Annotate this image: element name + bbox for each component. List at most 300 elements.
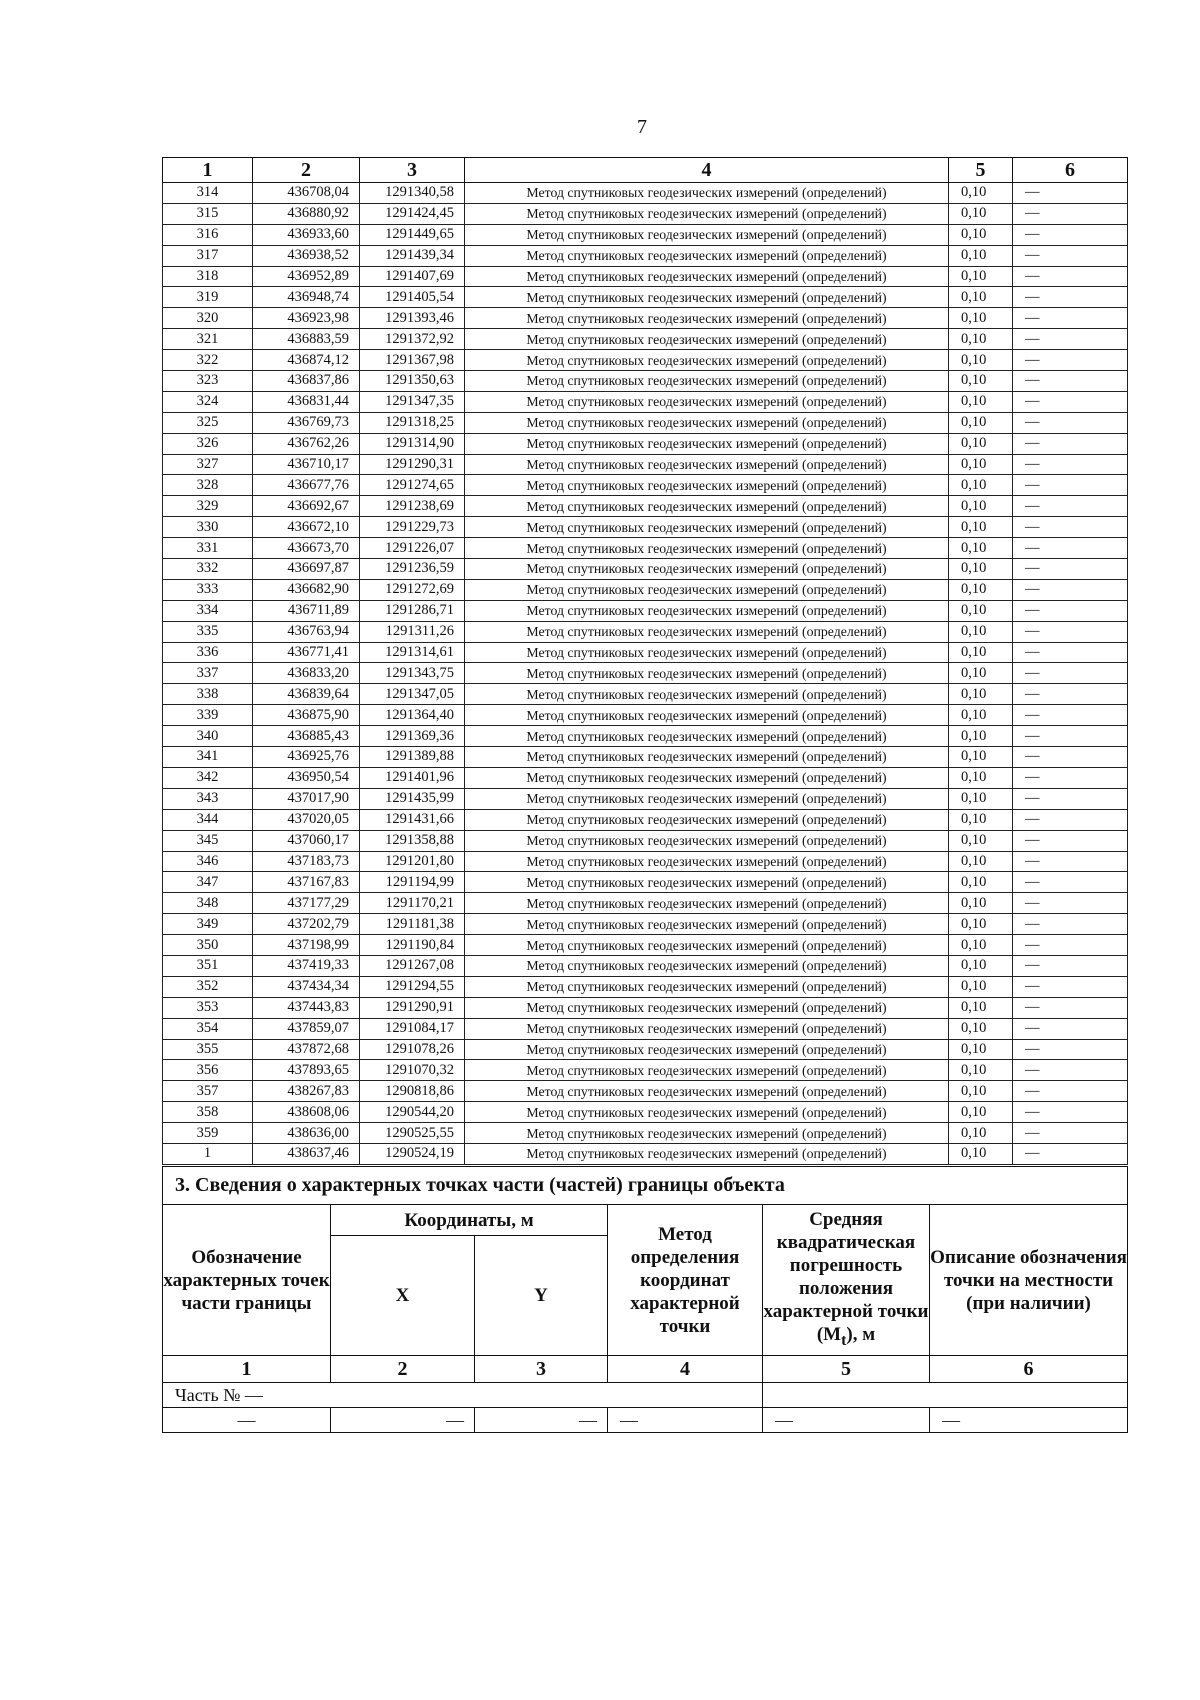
description-cell: — xyxy=(1013,475,1128,496)
accuracy-cell: 0,10 xyxy=(949,997,1013,1018)
coord-y-cell: 1291311,26 xyxy=(360,621,465,642)
method-cell: Метод спутниковых геодезических измерений (определений) xyxy=(465,1018,949,1039)
method-cell: Метод спутниковых геодезических измерений (определений) xyxy=(465,663,949,684)
accuracy-cell: 0,10 xyxy=(949,935,1013,956)
table-row xyxy=(163,1143,1128,1164)
accuracy-cell: 0,10 xyxy=(949,183,1013,204)
coord-y-cell: 1291340,58 xyxy=(360,183,465,204)
coord-x-cell: 437017,90 xyxy=(253,788,360,809)
points-table xyxy=(162,157,1128,1165)
coord-x-cell: 436875,90 xyxy=(253,705,360,726)
coord-x-cell: 436938,52 xyxy=(253,245,360,266)
accuracy-cell: 0,10 xyxy=(949,308,1013,329)
point-number-cell: 322 xyxy=(163,350,253,371)
coord-x-cell: 438608,06 xyxy=(253,1102,360,1123)
table-row xyxy=(163,726,1128,747)
coord-x-cell: 437434,34 xyxy=(253,976,360,997)
table-row xyxy=(163,538,1128,559)
table-row xyxy=(163,976,1128,997)
method-cell: Метод спутниковых геодезических измерений (определений) xyxy=(465,287,949,308)
method-cell: Метод спутниковых геодезических измерений (определений) xyxy=(465,788,949,809)
accuracy-cell: 0,10 xyxy=(949,600,1013,621)
table-row xyxy=(163,203,1128,224)
col-header-4: 4 xyxy=(465,158,949,183)
description-cell: — xyxy=(1013,433,1128,454)
point-number-cell: 325 xyxy=(163,412,253,433)
coord-y-cell: 1291236,59 xyxy=(360,559,465,580)
table-row xyxy=(163,830,1128,851)
accuracy-cell: 0,10 xyxy=(949,1123,1013,1144)
method-cell: Метод спутниковых геодезических измерений (определений) xyxy=(465,350,949,371)
description-cell: — xyxy=(1013,914,1128,935)
method-cell: Метод спутниковых геодезических измерений (определений) xyxy=(465,538,949,559)
coord-x-cell: 437177,29 xyxy=(253,893,360,914)
coord-x-cell: 436885,43 xyxy=(253,726,360,747)
description-cell: — xyxy=(1013,412,1128,433)
method-cell: Метод спутниковых геодезических измерений (определений) xyxy=(465,851,949,872)
coord-y-cell: 1291070,32 xyxy=(360,1060,465,1081)
description-cell: — xyxy=(1013,955,1128,976)
col-header-2: 2 xyxy=(253,158,360,183)
coord-x-cell: 436692,67 xyxy=(253,496,360,517)
point-number-cell: 351 xyxy=(163,955,253,976)
description-cell: — xyxy=(1013,705,1128,726)
description-cell: — xyxy=(1013,308,1128,329)
coord-x-cell: 436697,87 xyxy=(253,559,360,580)
table-row xyxy=(163,517,1128,538)
table-row xyxy=(163,684,1128,705)
col-header-1: 1 xyxy=(163,158,253,183)
table-row xyxy=(163,350,1128,371)
coord-x-cell: 436762,26 xyxy=(253,433,360,454)
accuracy-cell: 0,10 xyxy=(949,475,1013,496)
coord-y-cell: 1291294,55 xyxy=(360,976,465,997)
accuracy-cell: 0,10 xyxy=(949,454,1013,475)
method-cell: Метод спутниковых геодезических измерений (определений) xyxy=(465,955,949,976)
accuracy-cell: 0,10 xyxy=(949,287,1013,308)
method-cell: Метод спутниковых геодезических измерений (определений) xyxy=(465,1102,949,1123)
coord-x-cell: 436874,12 xyxy=(253,350,360,371)
coord-y-cell: 1291194,99 xyxy=(360,872,465,893)
coord-y-cell: 1291350,63 xyxy=(360,371,465,392)
table-row xyxy=(163,642,1128,663)
accuracy-cell: 0,10 xyxy=(949,663,1013,684)
coord-y-cell: 1291238,69 xyxy=(360,496,465,517)
accuracy-cell: 0,10 xyxy=(949,1039,1013,1060)
point-number-cell: 326 xyxy=(163,433,253,454)
method-cell: Метод спутниковых геодезических измерений (определений) xyxy=(465,371,949,392)
table-row xyxy=(163,705,1128,726)
coord-x-cell: 437020,05 xyxy=(253,809,360,830)
description-cell: — xyxy=(1013,454,1128,475)
coord-y-cell: 1291078,26 xyxy=(360,1039,465,1060)
point-number-cell: 317 xyxy=(163,245,253,266)
accuracy-cell: 0,10 xyxy=(949,224,1013,245)
coord-x-cell: 437198,99 xyxy=(253,935,360,956)
section3-num-5: 5 xyxy=(763,1356,930,1383)
section3-cell-3: — xyxy=(475,1408,608,1433)
coord-x-cell: 436952,89 xyxy=(253,266,360,287)
point-number-cell: 336 xyxy=(163,642,253,663)
coord-x-cell: 436933,60 xyxy=(253,224,360,245)
accuracy-header xyxy=(763,1205,930,1356)
coord-x-cell: 438636,00 xyxy=(253,1123,360,1144)
table-row xyxy=(163,1081,1128,1102)
accuracy-cell: 0,10 xyxy=(949,1018,1013,1039)
description-cell: — xyxy=(1013,350,1128,371)
section3-cell-6: — xyxy=(930,1408,1128,1433)
method-cell: Метод спутниковых геодезических измерений (определений) xyxy=(465,203,949,224)
point-number-cell: 331 xyxy=(163,538,253,559)
description-cell: — xyxy=(1013,976,1128,997)
coord-y-cell: 1291393,46 xyxy=(360,308,465,329)
method-cell: Метод спутниковых геодезических измерений (определений) xyxy=(465,517,949,538)
coord-y-cell: 1291267,08 xyxy=(360,955,465,976)
method-cell: Метод спутниковых геодезических измерений (определений) xyxy=(465,600,949,621)
table-row xyxy=(163,851,1128,872)
accuracy-cell: 0,10 xyxy=(949,412,1013,433)
coord-x-cell: 436837,86 xyxy=(253,371,360,392)
coord-x-cell: 437859,07 xyxy=(253,1018,360,1039)
accuracy-cell: 0,10 xyxy=(949,1060,1013,1081)
description-cell: — xyxy=(1013,642,1128,663)
accuracy-cell: 0,10 xyxy=(949,872,1013,893)
description-cell: — xyxy=(1013,997,1128,1018)
accuracy-cell: 0,10 xyxy=(949,371,1013,392)
point-number-cell: 316 xyxy=(163,224,253,245)
accuracy-cell: 0,10 xyxy=(949,893,1013,914)
method-cell: Метод спутниковых геодезических измерений (определений) xyxy=(465,1123,949,1144)
table-row xyxy=(163,914,1128,935)
point-number-cell: 329 xyxy=(163,496,253,517)
section3-table xyxy=(162,1166,1128,1433)
description-cell: — xyxy=(1013,600,1128,621)
accuracy-cell: 0,10 xyxy=(949,538,1013,559)
point-number-cell: 352 xyxy=(163,976,253,997)
method-cell: Метод спутниковых геодезических измерений (определений) xyxy=(465,872,949,893)
coord-x-cell: 436923,98 xyxy=(253,308,360,329)
coord-y-cell: 1291226,07 xyxy=(360,538,465,559)
table-row xyxy=(163,183,1128,204)
point-number-cell: 353 xyxy=(163,997,253,1018)
y-header: Y xyxy=(475,1236,608,1356)
point-number-cell: 343 xyxy=(163,788,253,809)
accuracy-cell: 0,10 xyxy=(949,830,1013,851)
point-number-cell: 341 xyxy=(163,747,253,768)
method-cell: Метод спутниковых геодезических измерений (определений) xyxy=(465,1060,949,1081)
coord-x-cell: 436711,89 xyxy=(253,600,360,621)
accuracy-cell: 0,10 xyxy=(949,350,1013,371)
part-row xyxy=(163,1383,1128,1408)
coord-x-cell: 436831,44 xyxy=(253,391,360,412)
method-cell: Метод спутниковых геодезических измерений (определений) xyxy=(465,1039,949,1060)
coord-x-cell: 436839,64 xyxy=(253,684,360,705)
coord-x-cell: 437060,17 xyxy=(253,830,360,851)
table-row xyxy=(163,600,1128,621)
x-header: X xyxy=(331,1236,475,1356)
coord-x-cell: 437893,65 xyxy=(253,1060,360,1081)
col-header-3: 3 xyxy=(360,158,465,183)
method-cell: Метод спутниковых геодезических измерений (определений) xyxy=(465,266,949,287)
accuracy-cell: 0,10 xyxy=(949,955,1013,976)
coord-y-cell: 1291084,17 xyxy=(360,1018,465,1039)
coord-y-cell: 1290524,19 xyxy=(360,1143,465,1164)
accuracy-cell: 0,10 xyxy=(949,559,1013,580)
point-number-cell: 358 xyxy=(163,1102,253,1123)
accuracy-cell: 0,10 xyxy=(949,976,1013,997)
table-row xyxy=(163,893,1128,914)
method-cell: Метод спутниковых геодезических измерений (определений) xyxy=(465,747,949,768)
accuracy-cell: 0,10 xyxy=(949,851,1013,872)
method-cell: Метод спутниковых геодезических измерений (определений) xyxy=(465,1143,949,1164)
description-cell: — xyxy=(1013,287,1128,308)
coord-y-cell: 1291318,25 xyxy=(360,412,465,433)
table-row xyxy=(163,1102,1128,1123)
method-cell: Метод спутниковых геодезических измерений (определений) xyxy=(465,726,949,747)
coord-y-cell: 1290525,55 xyxy=(360,1123,465,1144)
description-cell: — xyxy=(1013,1102,1128,1123)
method-cell: Метод спутниковых геодезических измерений (определений) xyxy=(465,642,949,663)
section3-num-6: 6 xyxy=(930,1356,1128,1383)
coord-x-cell: 436948,74 xyxy=(253,287,360,308)
point-number-cell: 335 xyxy=(163,621,253,642)
method-cell: Метод спутниковых геодезических измерений (определений) xyxy=(465,893,949,914)
table-row xyxy=(163,266,1128,287)
coord-x-cell: 436950,54 xyxy=(253,767,360,788)
point-number-cell: 349 xyxy=(163,914,253,935)
section3-num-2: 2 xyxy=(331,1356,475,1383)
point-number-cell: 357 xyxy=(163,1081,253,1102)
coord-y-cell: 1291274,65 xyxy=(360,475,465,496)
coord-x-cell: 436710,17 xyxy=(253,454,360,475)
description-cell: — xyxy=(1013,872,1128,893)
accuracy-header-unit: ), м xyxy=(846,1324,876,1346)
description-cell: — xyxy=(1013,391,1128,412)
coord-y-cell: 1291372,92 xyxy=(360,329,465,350)
point-number-cell: 350 xyxy=(163,935,253,956)
method-cell: Метод спутниковых геодезических измерений (определений) xyxy=(465,705,949,726)
table-row xyxy=(163,809,1128,830)
coord-y-cell: 1291405,54 xyxy=(360,287,465,308)
accuracy-cell: 0,10 xyxy=(949,517,1013,538)
description-cell: — xyxy=(1013,371,1128,392)
table-row xyxy=(163,329,1128,350)
coord-y-cell: 1291286,71 xyxy=(360,600,465,621)
point-number-cell: 354 xyxy=(163,1018,253,1039)
point-number-cell: 318 xyxy=(163,266,253,287)
point-number-cell: 356 xyxy=(163,1060,253,1081)
description-cell: — xyxy=(1013,1018,1128,1039)
coord-y-cell: 1291347,35 xyxy=(360,391,465,412)
section3-num-1: 1 xyxy=(163,1356,331,1383)
section3-cell-2: — xyxy=(331,1408,475,1433)
coord-x-cell: 436673,70 xyxy=(253,538,360,559)
method-cell: Метод спутниковых геодезических измерений (определений) xyxy=(465,183,949,204)
coord-x-cell: 436769,73 xyxy=(253,412,360,433)
accuracy-cell: 0,10 xyxy=(949,203,1013,224)
table-row xyxy=(163,663,1128,684)
description-cell: — xyxy=(1013,935,1128,956)
accuracy-header-subscript: t xyxy=(841,1331,847,1349)
page-number: 7 xyxy=(637,116,647,138)
accuracy-cell: 0,10 xyxy=(949,642,1013,663)
method-cell: Метод спутниковых геодезических измерений (определений) xyxy=(465,1081,949,1102)
description-cell: — xyxy=(1013,266,1128,287)
coord-x-cell: 436672,10 xyxy=(253,517,360,538)
description-cell: — xyxy=(1013,663,1128,684)
coord-y-cell: 1291364,40 xyxy=(360,705,465,726)
points-table-body xyxy=(163,183,1128,1165)
section3-num-4: 4 xyxy=(608,1356,763,1383)
section3-cell-4: — xyxy=(608,1408,763,1433)
section3-num-3: 3 xyxy=(475,1356,608,1383)
accuracy-cell: 0,10 xyxy=(949,391,1013,412)
part-row-empty xyxy=(763,1383,1128,1408)
point-number-cell: 339 xyxy=(163,705,253,726)
coord-x-cell: 437183,73 xyxy=(253,851,360,872)
description-cell: — xyxy=(1013,851,1128,872)
table-row xyxy=(163,391,1128,412)
coord-x-cell: 436763,94 xyxy=(253,621,360,642)
coord-y-cell: 1291435,99 xyxy=(360,788,465,809)
table-row xyxy=(163,475,1128,496)
table-row xyxy=(163,1039,1128,1060)
method-cell: Метод спутниковых геодезических измерений (определений) xyxy=(465,245,949,266)
table-row xyxy=(163,1060,1128,1081)
part-label: Часть № — xyxy=(163,1383,763,1408)
coord-x-cell: 436771,41 xyxy=(253,642,360,663)
method-cell: Метод спутниковых геодезических измерений (определений) xyxy=(465,475,949,496)
col-header-6: 6 xyxy=(1013,158,1128,183)
point-number-cell: 327 xyxy=(163,454,253,475)
description-cell: — xyxy=(1013,621,1128,642)
description-cell: — xyxy=(1013,1039,1128,1060)
point-number-cell: 324 xyxy=(163,391,253,412)
description-cell: — xyxy=(1013,517,1128,538)
description-cell: — xyxy=(1013,767,1128,788)
coord-x-cell: 436925,76 xyxy=(253,747,360,768)
coord-y-cell: 1291201,80 xyxy=(360,851,465,872)
point-number-cell: 328 xyxy=(163,475,253,496)
point-number-cell: 314 xyxy=(163,183,253,204)
table-row xyxy=(163,287,1128,308)
point-number-cell: 345 xyxy=(163,830,253,851)
designation-header: Обозначение характерных точек части границы xyxy=(163,1205,331,1356)
method-cell: Метод спутниковых геодезических измерений (определений) xyxy=(465,329,949,350)
description-cell: — xyxy=(1013,1123,1128,1144)
accuracy-cell: 0,10 xyxy=(949,433,1013,454)
coordinates-header: Координаты, м xyxy=(331,1205,608,1236)
table-row xyxy=(163,997,1128,1018)
table-row xyxy=(163,788,1128,809)
table-row xyxy=(163,872,1128,893)
accuracy-cell: 0,10 xyxy=(949,747,1013,768)
point-number-cell: 315 xyxy=(163,203,253,224)
accuracy-cell: 0,10 xyxy=(949,788,1013,809)
table-row xyxy=(163,579,1128,600)
point-number-cell: 319 xyxy=(163,287,253,308)
coord-x-cell: 436677,76 xyxy=(253,475,360,496)
coord-x-cell: 437202,79 xyxy=(253,914,360,935)
description-cell: — xyxy=(1013,1060,1128,1081)
accuracy-cell: 0,10 xyxy=(949,329,1013,350)
coord-y-cell: 1291229,73 xyxy=(360,517,465,538)
table-row xyxy=(163,454,1128,475)
point-number-cell: 359 xyxy=(163,1123,253,1144)
point-number-cell: 323 xyxy=(163,371,253,392)
coord-x-cell: 438637,46 xyxy=(253,1143,360,1164)
coord-y-cell: 1291367,98 xyxy=(360,350,465,371)
coord-y-cell: 1291290,91 xyxy=(360,997,465,1018)
coord-y-cell: 1291272,69 xyxy=(360,579,465,600)
table-row xyxy=(163,412,1128,433)
method-cell: Метод спутниковых геодезических измерений (определений) xyxy=(465,412,949,433)
method-header: Метод определения координат характерной точки xyxy=(608,1205,763,1356)
table-row xyxy=(163,559,1128,580)
table-row xyxy=(163,621,1128,642)
description-cell: — xyxy=(1013,329,1128,350)
point-number-cell: 344 xyxy=(163,809,253,830)
coord-y-cell: 1291181,38 xyxy=(360,914,465,935)
point-number-cell: 340 xyxy=(163,726,253,747)
method-cell: Метод спутниковых геодезических измерений (определений) xyxy=(465,496,949,517)
coord-y-cell: 1291314,90 xyxy=(360,433,465,454)
point-number-cell: 346 xyxy=(163,851,253,872)
accuracy-cell: 0,10 xyxy=(949,809,1013,830)
accuracy-cell: 0,10 xyxy=(949,1143,1013,1164)
coord-y-cell: 1291290,31 xyxy=(360,454,465,475)
coord-y-cell: 1291407,69 xyxy=(360,266,465,287)
description-cell: — xyxy=(1013,1143,1128,1164)
coord-y-cell: 1291424,45 xyxy=(360,203,465,224)
accuracy-cell: 0,10 xyxy=(949,767,1013,788)
accuracy-cell: 0,10 xyxy=(949,579,1013,600)
description-cell: — xyxy=(1013,809,1128,830)
coord-x-cell: 436833,20 xyxy=(253,663,360,684)
point-number-cell: 342 xyxy=(163,767,253,788)
description-cell: — xyxy=(1013,747,1128,768)
accuracy-cell: 0,10 xyxy=(949,914,1013,935)
table-row xyxy=(163,371,1128,392)
accuracy-cell: 0,10 xyxy=(949,705,1013,726)
coord-y-cell: 1291401,96 xyxy=(360,767,465,788)
coord-y-cell: 1290544,20 xyxy=(360,1102,465,1123)
method-cell: Метод спутниковых геодезических измерений (определений) xyxy=(465,935,949,956)
table-row xyxy=(163,433,1128,454)
point-number-cell: 348 xyxy=(163,893,253,914)
table-row xyxy=(163,767,1128,788)
method-cell: Метод спутниковых геодезических измерений (определений) xyxy=(465,391,949,412)
method-cell: Метод спутниковых геодезических измерений (определений) xyxy=(465,433,949,454)
point-number-cell: 1 xyxy=(163,1143,253,1164)
point-number-cell: 333 xyxy=(163,579,253,600)
method-cell: Метод спутниковых геодезических измерений (определений) xyxy=(465,830,949,851)
method-cell: Метод спутниковых геодезических измерений (определений) xyxy=(465,308,949,329)
method-cell: Метод спутниковых геодезических измерений (определений) xyxy=(465,684,949,705)
coord-y-cell: 1291190,84 xyxy=(360,935,465,956)
description-cell: — xyxy=(1013,559,1128,580)
table-row xyxy=(163,935,1128,956)
table-row xyxy=(163,955,1128,976)
method-cell: Метод спутниковых геодезических измерений (определений) xyxy=(465,579,949,600)
coord-y-cell: 1291439,34 xyxy=(360,245,465,266)
point-number-cell: 320 xyxy=(163,308,253,329)
section3-title: 3. Сведения о характерных точках части (частей) границы объекта xyxy=(163,1167,1128,1205)
coord-x-cell: 436880,92 xyxy=(253,203,360,224)
accuracy-cell: 0,10 xyxy=(949,726,1013,747)
description-cell: — xyxy=(1013,538,1128,559)
description-cell: — xyxy=(1013,684,1128,705)
